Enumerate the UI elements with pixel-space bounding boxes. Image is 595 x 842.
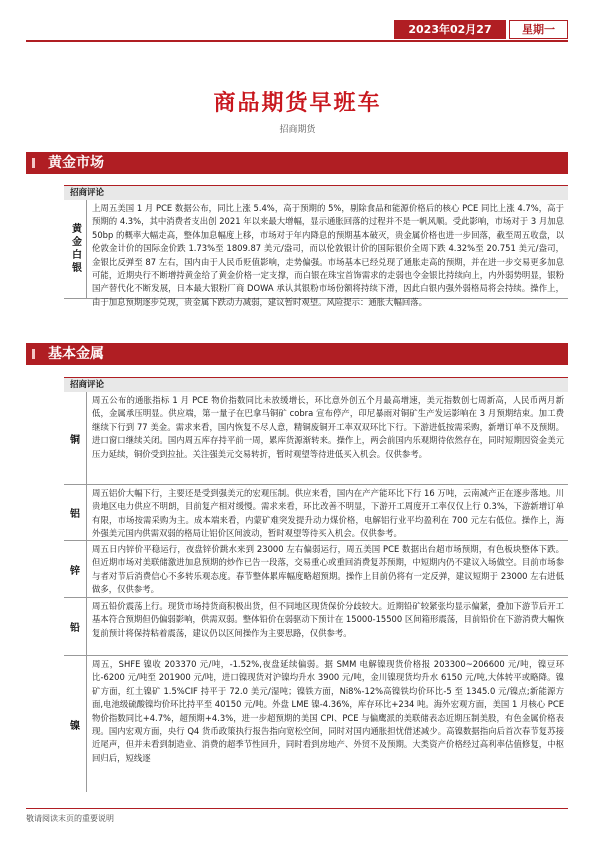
gold-row xyxy=(64,200,568,307)
gold-comment-header: 招商评论 xyxy=(64,185,568,200)
lead-row-label: 铅 xyxy=(64,598,87,655)
report-publisher: 招商期货 xyxy=(279,125,316,135)
section-header-gold xyxy=(26,152,568,174)
section-marker-icon xyxy=(32,349,45,359)
zinc-row-label: 锌 xyxy=(64,541,87,597)
lead-row xyxy=(64,598,568,656)
report-date: 2023年02月27日 xyxy=(394,20,506,39)
footer-rule xyxy=(26,808,568,809)
aluminum-row-label: 铝 xyxy=(64,485,87,540)
header-rule xyxy=(26,40,568,42)
nickel-row-text: 周五，SHFE 镍收 203370 元/吨，-1.52%,夜盘延续偏弱。据 SMM 电解镍现货价格报 203300~206600 元/吨，镍豆环比-6200 元/吨至 201900 元/吨，进口镍现货对沪镍均升水 3900 元/吨，金川镍现货均升水 6150 元/吨,大体转平或略降。镍矿方面，红土镍矿 1.5%CIF 持平于 72.0 美元/湿吨；镍铁方面，Ni8%-12%高镍铁均价环比-5 至 1345.0 元/镍点;新能源方面,电池级硫酸镍均价环比持平至 40150 元/吨。外盘 LME 镍-4.36%，库存环比+234 吨。海外宏观方面，美国 1 月核心 PCE 物价指数同比+4.7%，超预期+4.3%，进一步超预期的美国 CPI、PCE 与偏鹰派的美联储表态近期压制美股，有色金属价格表现。国内宏观方面，央行 Q4 货币政策执行报告指向宽松空间，同时对国内通胀担忧借述减少。高镍数据指向后首次春节复苏接近尾声，但并未看到制造业、消费的超季节性回升，同时看到房地产、外贸不及预期。大类资产价格经过高利率估值修复，中枢回归后，短线逐 xyxy=(92,659,564,763)
aluminum-row xyxy=(64,485,568,541)
nickel-row-label: 镍 xyxy=(64,656,87,792)
date-bar xyxy=(394,20,568,55)
zinc-row-text: 周五日内锌价平稳运行，夜盘锌价跳水来到 23000 左右偏弱运行，周五美国 PCE 数据出台超市场预期，有色板块整体下跌。但近期市场对美联储激进加息预期的炒作已告一段落，交易重心或重回消费复苏预期，中短期内仍不建议入场做空。目前市场参与者对节后消费信心不多转乐观态度。春节整体累库幅度略超预期。操作上目前仍将有一定反弹，建议短期于 23000 左右进低做多，仅供参考。 xyxy=(92,544,564,595)
copper-row-label: 铜 xyxy=(64,392,87,484)
section-title-base-metals: 基本金属 xyxy=(48,346,104,362)
copper-row xyxy=(64,392,568,485)
lead-row-text: 周五铅价震荡上行。现货市场持货商积极出货，但不同地区现货保价分歧较大。近期铅矿较紧张均显示偏紧，叠加下游节后开工基本符合预期但仍偏弱影响，供需双弱。整体铅价在弱驱动下预计在 15000-15500 区间箱形震荡，目前铅价在下游消费大幅恢复前预计将保持粘着震荡，建议仍以区间操作为主要思路，仅供参考。 xyxy=(92,601,565,638)
report-title: 商品期货早班车 xyxy=(213,90,382,116)
zinc-row xyxy=(64,541,568,598)
footer-note: 敬请阅读末页的重要说明 xyxy=(26,814,114,823)
nickel-row xyxy=(64,656,568,792)
gold-row-label: 黄金白银 xyxy=(64,200,87,298)
copper-row-text: 周五公布的通胀指标 1 月 PCE 物价指数同比未放缓增长，环比意外创五个月最高增速，美元指数创七周新高，人民币两月新低，金属承压明显。供应端，第一量子在巴拿马铜矿 cobra 宣布停产，印尼暴雨对铜矿生产发运影响在 3 月预期结束。加工费继续下行到 77 美金。需求来看，国内恢复不尽人意，精铜废铜开工率双双环比下行。下游进低按需采购，新增订单不及预期。进口窗口继续关闭。国内周五库存持平前一周，累库货源渐转来。操作上，两会前国内乐观期待依然存在，同时短期因资金美元压力延续，铜价受到拉扯。关注强美元交易转折，暂时观望等待进低买入机会。仅供参考。 xyxy=(92,395,564,459)
aluminum-row-text: 周五铝价大幅下行，主要还是受到强美元的宏观压制。供应来看，国内在产产能环比下行 16 万吨，云南减产正在逐步落地。川贵地区电力供应不明朗，目前复产相对缓慢。需求来看，环比改善不明显，下游开工周度开工率仅仅上行 0.3%，下游新增订单有限，市场按需采购为主。成本端来看，内蒙矿难突发提升动力煤价格，电解铝行业平均盈利在 700 元左右低位。操作上，海外强美元国内供需双弱的格局让铝价区间波动，暂时观望等待买入机会。仅供参考。 xyxy=(92,488,564,539)
report-weekday: 星期一 xyxy=(509,20,568,39)
gold-row-text: 上周五美国 1 月 PCE 数据公布，同比上涨 5.4%，高于预期的 5%，剔除食品和能源价格后的核心 PCE 同比上涨 4.7%，高于预期的 4.3%，其中消费者支出创 2021 年以来最大增幅，显示通胀回落的过程并不是一帆风顺。受此影响，市场对于 3 月加息 50bp 的概率大幅走高，整体加息幅度上移，市场对于年内降息的预期基本破灭，贵金属价格也进一步回落，截至周五收盘，以伦敦金计价的国际金价跌 1.73%至 1809.87 美元/盎司，而以伦敦银计价的国际银价全周下跌 4.32%至 20.751 美元/盎司，金银比反弹至 87 左右，国内由于人民币贬值影响，走势偏强。市场基本已经兑现了通胀走高的预期，并在进一步交易更多加息可能，近期央行不断增持黄金给了黄金价格一定支撑，而白银在珠宝首饰需求的走弱也令金银比持续向上，内外弱势明显，银粉国产替代化不断发展，日本最大银粉厂商 DOWA 承认其银粉市场份额将持续下滑，因此白银内强外弱格局将会持续。操作上，由于加息预期逐步兑现，贵金属下跌动力减弱，建议暂时观望。风险提示：通胀大幅回落。 xyxy=(92,203,564,307)
section-marker-icon xyxy=(32,158,45,168)
base-comment-header: 招商评论 xyxy=(64,377,568,392)
section-title-gold: 黄金市场 xyxy=(48,155,104,171)
section-header-base-metals xyxy=(26,343,568,365)
